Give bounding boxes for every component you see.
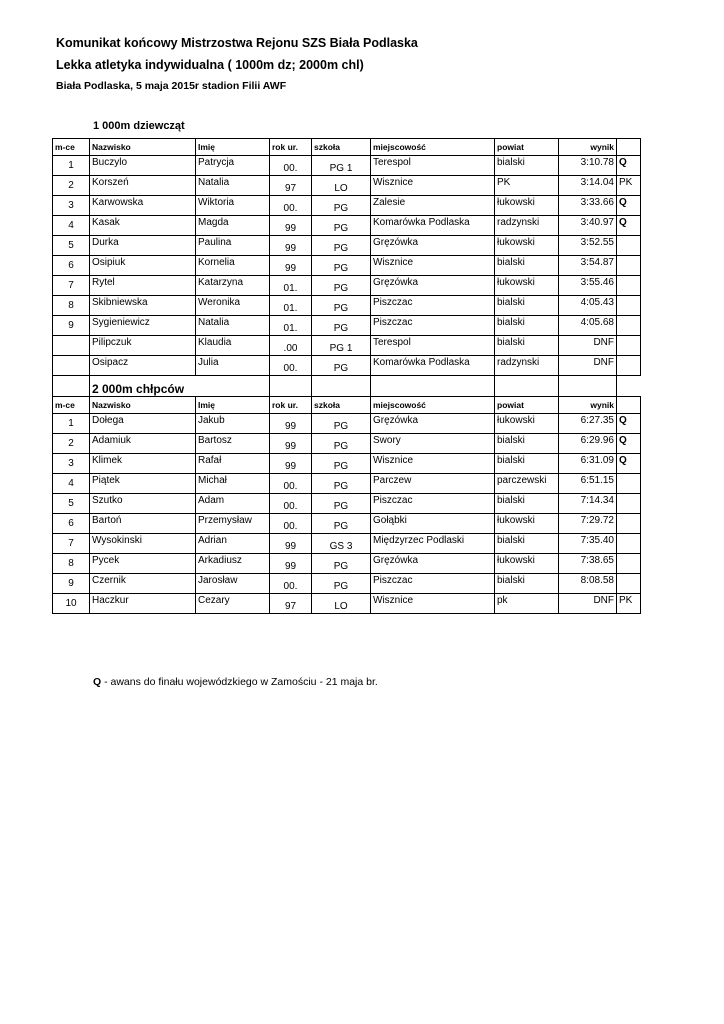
first-name-cell: Julia <box>196 356 270 376</box>
header-szkola: szkoła <box>312 397 371 414</box>
surname-cell: Bartoń <box>90 514 196 534</box>
place-cell <box>53 356 90 376</box>
qualification-mark: Q <box>617 216 641 236</box>
first-name-cell: Natalia <box>196 316 270 336</box>
school-cell: PG <box>312 216 371 236</box>
table-row <box>53 554 641 574</box>
surname-cell: Wysokinski <box>90 534 196 554</box>
surname-cell: Durka <box>90 236 196 256</box>
place-cell: 2 <box>53 434 90 454</box>
first-name-cell: Patrycja <box>196 156 270 176</box>
school-cell: PG <box>312 474 371 494</box>
header-imie: Imię <box>196 139 270 156</box>
place-cell: 3 <box>53 454 90 474</box>
header-rok: rok ur. <box>270 397 312 414</box>
first-name-cell: Magda <box>196 216 270 236</box>
header-wynik: wynik <box>559 139 617 156</box>
result-cell: 7:35.40 <box>559 534 617 554</box>
county-cell: bialski <box>495 156 559 176</box>
school-cell: PG <box>312 574 371 594</box>
county-cell: bialski <box>495 336 559 356</box>
place-cell: 2 <box>53 176 90 196</box>
place-cell <box>53 336 90 356</box>
boys-header-row <box>53 397 641 414</box>
result-cell: 7:14.34 <box>559 494 617 514</box>
table-row <box>53 316 641 336</box>
county-cell: bialski <box>495 296 559 316</box>
first-name-cell: Adrian <box>196 534 270 554</box>
place-cell: 1 <box>53 414 90 434</box>
result-cell: 6:31.09 <box>559 454 617 474</box>
result-cell: 6:51.15 <box>559 474 617 494</box>
first-name-cell: Wiktoria <box>196 196 270 216</box>
place-cell: 8 <box>53 296 90 316</box>
header-mce: m-ce <box>53 397 90 414</box>
first-name-cell: Klaudia <box>196 336 270 356</box>
table-row <box>53 414 641 434</box>
school-cell: PG <box>312 414 371 434</box>
place-cell: 10 <box>53 594 90 614</box>
surname-cell: Piątek <box>90 474 196 494</box>
surname-cell: Korszeń <box>90 176 196 196</box>
result-cell: 3:52.55 <box>559 236 617 256</box>
place-cell: 7 <box>53 276 90 296</box>
table-row <box>53 256 641 276</box>
girls-results <box>53 139 641 376</box>
school-cell: PG <box>312 236 371 256</box>
results-table <box>52 138 641 614</box>
qualification-mark: PK <box>617 594 641 614</box>
birth-year-cell: 99 <box>270 454 312 474</box>
qualification-mark: Q <box>617 414 641 434</box>
town-cell: Wisznice <box>371 176 495 196</box>
header-wynik: wynik <box>559 397 617 414</box>
girls-section-label: 1 000m dziewcząt <box>93 120 185 132</box>
school-cell: PG <box>312 434 371 454</box>
school-cell: GS 3 <box>312 534 371 554</box>
surname-cell: Sygieniewicz <box>90 316 196 336</box>
first-name-cell: Bartosz <box>196 434 270 454</box>
school-cell: LO <box>312 176 371 196</box>
header-imie: Imię <box>196 397 270 414</box>
county-cell: łukowski <box>495 514 559 534</box>
town-cell: Gręzówka <box>371 276 495 296</box>
result-cell: 4:05.43 <box>559 296 617 316</box>
place-cell: 9 <box>53 316 90 336</box>
town-cell: Komarówka Podlaska <box>371 356 495 376</box>
boys-results <box>53 414 641 614</box>
result-cell: 6:27.35 <box>559 414 617 434</box>
surname-cell: Pilipczuk <box>90 336 196 356</box>
surname-cell: Czernik <box>90 574 196 594</box>
school-cell: PG <box>312 196 371 216</box>
place-cell: 4 <box>53 474 90 494</box>
table-row <box>53 156 641 176</box>
town-cell: Parczew <box>371 474 495 494</box>
birth-year-cell: 99 <box>270 434 312 454</box>
county-cell: bialski <box>495 494 559 514</box>
surname-cell: Kasak <box>90 216 196 236</box>
town-cell: Wisznice <box>371 256 495 276</box>
surname-cell: Karwowska <box>90 196 196 216</box>
first-name-cell: Przemysław <box>196 514 270 534</box>
place-cell: 9 <box>53 574 90 594</box>
town-cell: Piszczac <box>371 316 495 336</box>
surname-cell: Skibniewska <box>90 296 196 316</box>
surname-cell: Dołega <box>90 414 196 434</box>
county-cell: bialski <box>495 534 559 554</box>
county-cell: łukowski <box>495 554 559 574</box>
header-miejscowosc: miejscowość <box>371 397 495 414</box>
result-cell: 7:38.65 <box>559 554 617 574</box>
surname-cell: Buczylo <box>90 156 196 176</box>
table-row <box>53 236 641 256</box>
result-cell: 3:10.78 <box>559 156 617 176</box>
county-cell: łukowski <box>495 276 559 296</box>
town-cell: Wisznice <box>371 594 495 614</box>
school-cell: PG <box>312 276 371 296</box>
school-cell: PG <box>312 316 371 336</box>
table-row <box>53 216 641 236</box>
school-cell: PG <box>312 554 371 574</box>
header-mce: m-ce <box>53 139 90 156</box>
town-cell: Gręzówka <box>371 414 495 434</box>
town-cell: Komarówka Podlaska <box>371 216 495 236</box>
school-cell: PG 1 <box>312 156 371 176</box>
school-cell: PG <box>312 494 371 514</box>
result-cell: DNF <box>559 336 617 356</box>
town-cell: Piszczac <box>371 494 495 514</box>
town-cell: Gołąbki <box>371 514 495 534</box>
header-miejscowosc: miejscowość <box>371 139 495 156</box>
table-row <box>53 276 641 296</box>
first-name-cell: Jakub <box>196 414 270 434</box>
county-cell: parczewski <box>495 474 559 494</box>
birth-year-cell: 99 <box>270 236 312 256</box>
result-cell: DNF <box>559 594 617 614</box>
surname-cell: Adamiuk <box>90 434 196 454</box>
header-nazwisko: Nazwisko <box>90 139 196 156</box>
first-name-cell: Natalia <box>196 176 270 196</box>
table-row <box>53 534 641 554</box>
place-cell: 4 <box>53 216 90 236</box>
town-cell: Wisznice <box>371 454 495 474</box>
first-name-cell: Arkadiusz <box>196 554 270 574</box>
table-row <box>53 514 641 534</box>
first-name-cell: Paulina <box>196 236 270 256</box>
county-cell: łukowski <box>495 414 559 434</box>
county-cell: łukowski <box>495 196 559 216</box>
result-cell: 7:29.72 <box>559 514 617 534</box>
footnote-key: Q <box>93 676 102 688</box>
girls-header-row <box>53 139 641 156</box>
result-cell: 3:55.46 <box>559 276 617 296</box>
town-cell: Międzyrzec Podlaski <box>371 534 495 554</box>
first-name-cell: Adam <box>196 494 270 514</box>
surname-cell: Osipiuk <box>90 256 196 276</box>
qualification-mark: PK <box>617 176 641 196</box>
birth-year-cell: 00. <box>270 514 312 534</box>
birth-year-cell: 99 <box>270 534 312 554</box>
town-cell: Gręzówka <box>371 236 495 256</box>
county-cell: bialski <box>495 434 559 454</box>
surname-cell: Pycek <box>90 554 196 574</box>
town-cell: Swory <box>371 434 495 454</box>
place-cell: 1 <box>53 156 90 176</box>
school-cell: PG <box>312 296 371 316</box>
qualification-mark: Q <box>617 196 641 216</box>
table-row <box>53 356 641 376</box>
result-cell: DNF <box>559 356 617 376</box>
birth-year-cell: 01. <box>270 276 312 296</box>
birth-year-cell: 01. <box>270 316 312 336</box>
result-cell: 3:54.87 <box>559 256 617 276</box>
header-rok: rok ur. <box>270 139 312 156</box>
page-subtitle: Lekka atletyka indywidualna ( 1000m dz; 2000m chl) <box>56 58 364 72</box>
header-powiat: powiat <box>495 397 559 414</box>
header-powiat: powiat <box>495 139 559 156</box>
table-row <box>53 196 641 216</box>
page-title: Komunikat końcowy Mistrzostwa Rejonu SZS Biała Podlaska <box>56 36 418 50</box>
surname-cell: Klimek <box>90 454 196 474</box>
school-cell: PG <box>312 454 371 474</box>
birth-year-cell: .00 <box>270 336 312 356</box>
birth-year-cell: 99 <box>270 216 312 236</box>
result-cell: 6:29.96 <box>559 434 617 454</box>
school-cell: LO <box>312 594 371 614</box>
result-cell: 3:40.97 <box>559 216 617 236</box>
table-row <box>53 336 641 356</box>
qualification-mark: Q <box>617 434 641 454</box>
school-cell: PG <box>312 514 371 534</box>
result-cell: 4:05.68 <box>559 316 617 336</box>
county-cell: bialski <box>495 316 559 336</box>
place-cell: 5 <box>53 236 90 256</box>
header-szkola: szkoła <box>312 139 371 156</box>
result-cell: 8:08.58 <box>559 574 617 594</box>
first-name-cell: Rafał <box>196 454 270 474</box>
surname-cell: Haczkur <box>90 594 196 614</box>
school-cell: PG <box>312 356 371 376</box>
surname-cell: Szutko <box>90 494 196 514</box>
birth-year-cell: 99 <box>270 414 312 434</box>
town-cell: Piszczac <box>371 296 495 316</box>
first-name-cell: Jarosław <box>196 574 270 594</box>
table-row <box>53 434 641 454</box>
birth-year-cell: 00. <box>270 356 312 376</box>
county-cell: pk <box>495 594 559 614</box>
table-row <box>53 176 641 196</box>
first-name-cell: Katarzyna <box>196 276 270 296</box>
table-row <box>53 494 641 514</box>
county-cell: bialski <box>495 256 559 276</box>
birth-year-cell: 00. <box>270 156 312 176</box>
first-name-cell: Michał <box>196 474 270 494</box>
county-cell: PK <box>495 176 559 196</box>
first-name-cell: Kornelia <box>196 256 270 276</box>
header-nazwisko: Nazwisko <box>90 397 196 414</box>
boys-section-row <box>53 376 641 397</box>
town-cell: Terespol <box>371 156 495 176</box>
first-name-cell: Cezary <box>196 594 270 614</box>
footnote <box>93 676 378 688</box>
town-cell: Piszczac <box>371 574 495 594</box>
school-cell: PG <box>312 256 371 276</box>
surname-cell: Rytel <box>90 276 196 296</box>
school-cell: PG 1 <box>312 336 371 356</box>
result-cell: 3:14.04 <box>559 176 617 196</box>
qualification-mark: Q <box>617 454 641 474</box>
birth-year-cell: 00. <box>270 494 312 514</box>
place-cell: 6 <box>53 514 90 534</box>
county-cell: łukowski <box>495 236 559 256</box>
county-cell: radzynski <box>495 356 559 376</box>
birth-year-cell: 99 <box>270 554 312 574</box>
place-cell: 8 <box>53 554 90 574</box>
town-cell: Zalesie <box>371 196 495 216</box>
county-cell: bialski <box>495 454 559 474</box>
town-cell: Terespol <box>371 336 495 356</box>
surname-cell: Osipacz <box>90 356 196 376</box>
place-cell: 3 <box>53 196 90 216</box>
place-cell: 6 <box>53 256 90 276</box>
birth-year-cell: 00. <box>270 574 312 594</box>
qualification-mark: Q <box>617 156 641 176</box>
table-row <box>53 594 641 614</box>
table-row <box>53 574 641 594</box>
table-row <box>53 454 641 474</box>
result-cell: 3:33.66 <box>559 196 617 216</box>
county-cell: radzynski <box>495 216 559 236</box>
town-cell: Gręzówka <box>371 554 495 574</box>
place-date: Biała Podlaska, 5 maja 2015r stadion Filii AWF <box>56 80 287 92</box>
boys-section-label: 2 000m chłpców <box>90 376 270 397</box>
footnote-text: - awans do finału wojewódzkiego w Zamościu - 21 maja br. <box>101 676 378 688</box>
birth-year-cell: 00. <box>270 196 312 216</box>
place-cell: 5 <box>53 494 90 514</box>
birth-year-cell: 97 <box>270 176 312 196</box>
birth-year-cell: 97 <box>270 594 312 614</box>
table-row <box>53 296 641 316</box>
birth-year-cell: 01. <box>270 296 312 316</box>
place-cell: 7 <box>53 534 90 554</box>
first-name-cell: Weronika <box>196 296 270 316</box>
birth-year-cell: 99 <box>270 256 312 276</box>
county-cell: bialski <box>495 574 559 594</box>
table-row <box>53 474 641 494</box>
boys-section <box>53 376 641 414</box>
birth-year-cell: 00. <box>270 474 312 494</box>
